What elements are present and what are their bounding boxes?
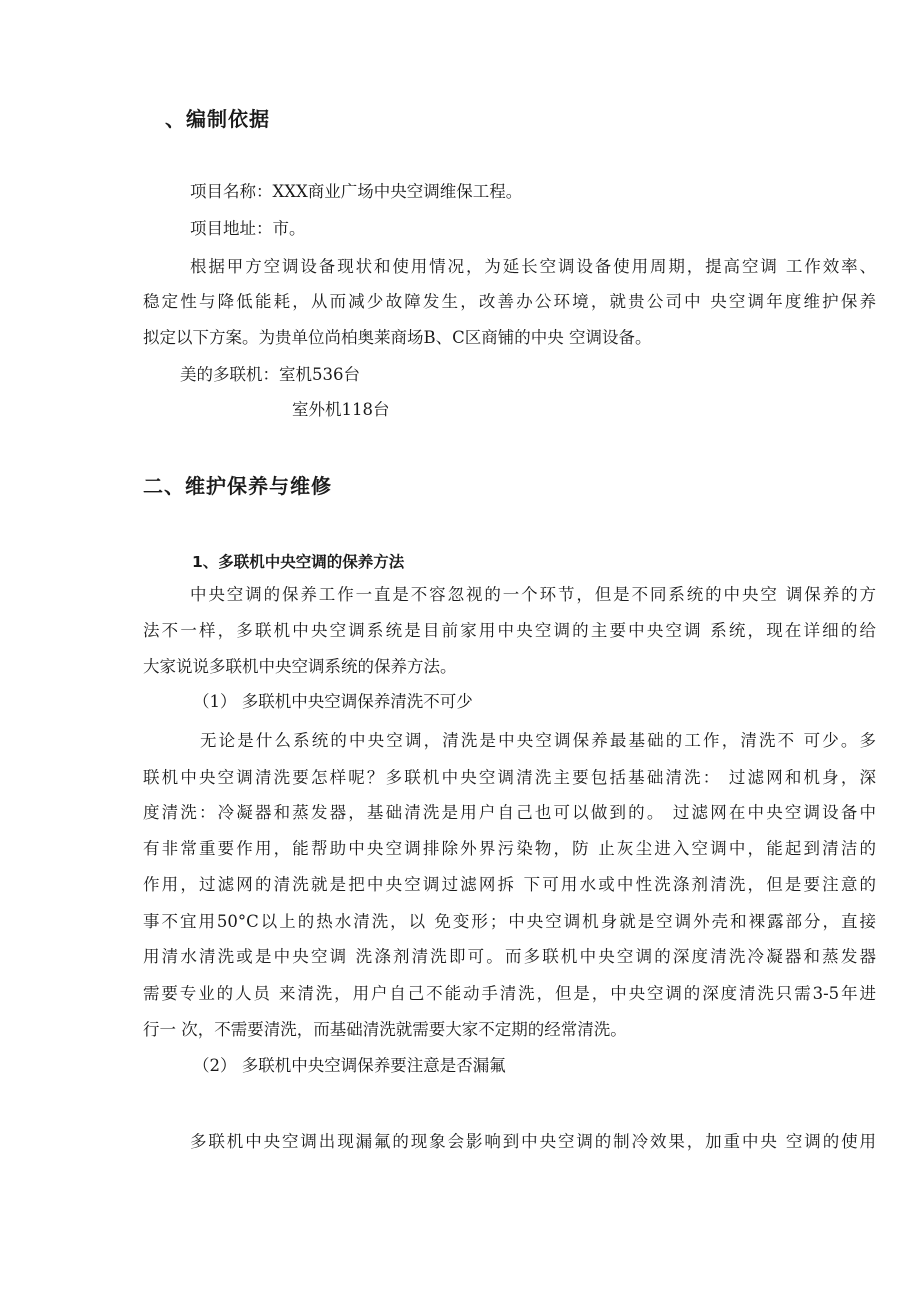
item-title: （1） 多联机中央空调保养清洗不可少 bbox=[193, 692, 473, 711]
paragraph-line: 中央空调的保养工作一直是不容忽视的一个环节，但是不同系统的中央空 调保养的方 bbox=[190, 585, 876, 604]
equipment-outdoor: 室外机118台 bbox=[292, 400, 390, 419]
section-heading-basis: 、编制依据 bbox=[165, 107, 270, 131]
paragraph-line: 大家说说多联机中央空调系统的保养方法。 bbox=[143, 657, 457, 676]
equipment-indoor: 美的多联机：室机536台 bbox=[180, 365, 360, 384]
paragraph-line: 联机中央空调清洗要怎样呢？多联机中央空调清洗主要包括基础清洗： 过滤网和机身，深 bbox=[143, 768, 876, 787]
paragraph-line: 无论是什么系统的中央空调，清洗是中央空调保养最基础的工作，清洗不 可少。多 bbox=[200, 731, 876, 750]
project-name: 项目名称：XXX商业广场中央空调维保工程。 bbox=[190, 182, 523, 201]
paragraph-line: 需要专业的人员 来清洗，用户自己不能动手清洗，但是，中央空调的深度清洗只需3-5年进 bbox=[143, 984, 876, 1003]
subsection-heading: 1、多联机中央空调的保养方法 bbox=[192, 553, 405, 571]
paragraph-line: 行一 次，不需要清洗，而基础清洗就需要大家不定期的经常清洗。 bbox=[143, 1020, 627, 1039]
paragraph-line: 用清水清洗或是中央空调 洗涤剂清洗即可。而多联机中央空调的深度清洗冷凝器和蒸发器 bbox=[143, 947, 876, 966]
item-title: （2） 多联机中央空调保养要注意是否漏氟 bbox=[193, 1056, 506, 1075]
paragraph-line: 稳定性与降低能耗，从而减少故障发生，改善办公环境，就贵公司中 央空调年度维护保养 bbox=[143, 292, 876, 311]
paragraph-line: 作用，过滤网的清洗就是把中央空调过滤网拆 下可用水或中性洗涤剂清洗，但是要注意的 bbox=[143, 875, 876, 894]
project-address: 项目地址：市。 bbox=[190, 219, 306, 238]
paragraph-line: 法不一样，多联机中央空调系统是目前家用中央空调的主要中央空调 系统，现在详细的给 bbox=[143, 621, 876, 640]
paragraph-line: 有非常重要作用，能帮助中央空调排除外界污染物，防 止灰尘进入空调中，能起到清洁的 bbox=[143, 839, 876, 858]
paragraph-line: 度清洗：冷凝器和蒸发器，基础清洗是用户自己也可以做到的。 过滤网在中央空调设备中 bbox=[143, 803, 876, 822]
paragraph-line: 事不宜用50°C以上的热水清洗，以 免变形；中央空调机身就是空调外壳和裸露部分，直接 bbox=[143, 912, 876, 931]
paragraph-line: 拟定以下方案。为贵单位尚柏奥莱商场B、C区商铺的中央 空调设备。 bbox=[143, 328, 652, 347]
paragraph-line: 根据甲方空调设备现状和使用情况，为延长空调设备使用周期，提高空调 工作效率、 bbox=[190, 257, 876, 276]
paragraph-line: 多联机中央空调出现漏氟的现象会影响到中央空调的制冷效果，加重中央 空调的使用 bbox=[190, 1132, 876, 1151]
section-heading-maintenance: 二、维护保养与维修 bbox=[143, 474, 332, 498]
